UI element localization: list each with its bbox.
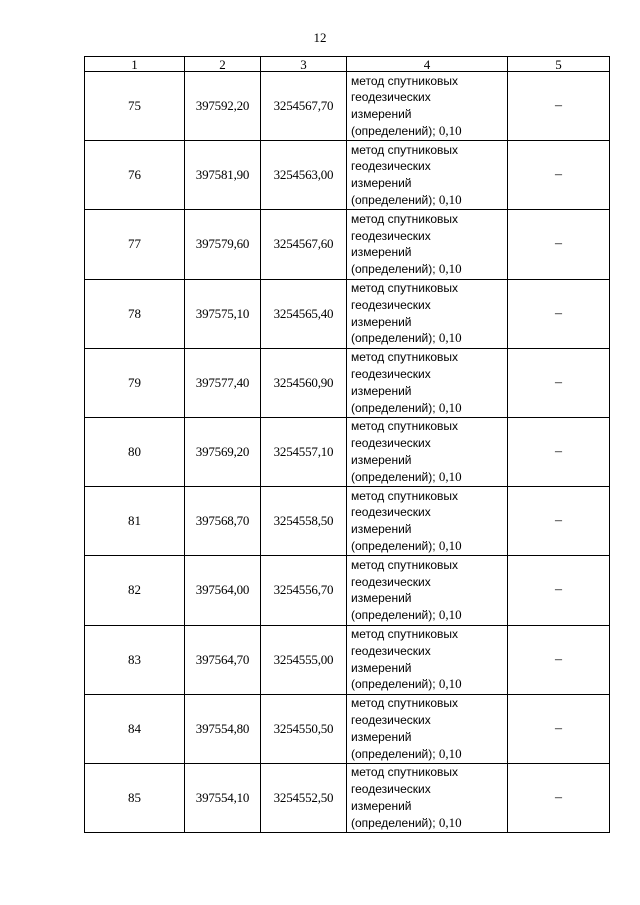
header-col-2: 2 [185, 57, 261, 72]
accuracy-value: 0,10 [438, 745, 462, 761]
table-body [85, 72, 610, 833]
method-line: геодезических [351, 712, 431, 727]
column-5-cell: – [508, 210, 610, 279]
method-line: геодезических [351, 574, 431, 589]
method-line: метод спутниковых [351, 350, 459, 365]
x-coordinate-cell: 397579,60 [185, 210, 261, 279]
method-text: (определений); [351, 469, 436, 484]
method-cell [347, 763, 508, 832]
method-line [351, 261, 507, 278]
coordinates-table [84, 56, 610, 833]
method-line: геодезических [351, 367, 431, 382]
method-line [351, 815, 507, 832]
y-coordinate-cell: 3254563,00 [261, 141, 347, 210]
method-line [351, 400, 507, 417]
x-coordinate-cell: 397569,20 [185, 417, 261, 486]
accuracy-value: 0,10 [438, 468, 462, 484]
method-line: метод спутниковых [351, 142, 459, 157]
x-coordinate-cell: 397581,90 [185, 141, 261, 210]
method-cell [347, 72, 508, 141]
x-coordinate-cell: 397554,10 [185, 763, 261, 832]
accuracy-value: 0,10 [438, 122, 462, 138]
x-coordinate-cell: 397575,10 [185, 279, 261, 348]
accuracy-value: 0,10 [438, 607, 462, 623]
column-5-cell: – [508, 348, 610, 417]
accuracy-value: 0,10 [438, 676, 462, 692]
method-cell [347, 141, 508, 210]
method-line [351, 538, 507, 555]
x-coordinate-cell: 397554,80 [185, 694, 261, 763]
table-row [85, 487, 610, 556]
method-line [351, 192, 507, 209]
x-coordinate-cell: 397564,00 [185, 556, 261, 625]
method-text: (определений); [351, 746, 436, 761]
table-row [85, 556, 610, 625]
y-coordinate-cell: 3254557,10 [261, 417, 347, 486]
method-cell [347, 625, 508, 694]
accuracy-value: 0,10 [438, 814, 462, 830]
table-row [85, 348, 610, 417]
method-line: геодезических [351, 643, 431, 658]
method-line [351, 746, 507, 763]
method-line: метод спутниковых [351, 419, 459, 434]
method-line [351, 469, 507, 486]
point-number-cell: 79 [85, 348, 185, 417]
method-cell [347, 210, 508, 279]
method-line: геодезических [351, 228, 431, 243]
method-text: (определений); [351, 331, 436, 346]
method-text: (определений); [351, 539, 436, 554]
point-number-cell: 84 [85, 694, 185, 763]
column-5-cell: – [508, 141, 610, 210]
x-coordinate-cell: 397568,70 [185, 487, 261, 556]
table-row [85, 625, 610, 694]
method-line: измерений [351, 453, 412, 468]
method-text: (определений); [351, 193, 436, 208]
table-row [85, 210, 610, 279]
method-cell [347, 279, 508, 348]
accuracy-value: 0,10 [438, 538, 462, 554]
method-text: (определений); [351, 677, 436, 692]
table-row [85, 694, 610, 763]
method-cell [347, 348, 508, 417]
table-row [85, 141, 610, 210]
method-line: геодезических [351, 782, 431, 797]
point-number-cell: 83 [85, 625, 185, 694]
column-5-cell: – [508, 279, 610, 348]
x-coordinate-cell: 397577,40 [185, 348, 261, 417]
method-line: измерений [351, 591, 412, 606]
method-line: метод спутниковых [351, 488, 459, 503]
table-row [85, 72, 610, 141]
column-5-cell: – [508, 763, 610, 832]
column-5-cell: – [508, 487, 610, 556]
point-number-cell: 80 [85, 417, 185, 486]
method-line: геодезических [351, 159, 431, 174]
point-number-cell: 82 [85, 556, 185, 625]
column-5-cell: – [508, 556, 610, 625]
method-line [351, 123, 507, 140]
table-header [85, 57, 610, 72]
method-line: геодезических [351, 505, 431, 520]
method-line: измерений [351, 660, 412, 675]
x-coordinate-cell: 397592,20 [185, 72, 261, 141]
column-5-cell: – [508, 625, 610, 694]
method-line: геодезических [351, 297, 431, 312]
method-cell [347, 556, 508, 625]
method-line: измерений [351, 383, 412, 398]
method-line: метод спутниковых [351, 73, 459, 88]
method-line: измерений [351, 798, 412, 813]
point-number-cell: 78 [85, 279, 185, 348]
method-cell [347, 417, 508, 486]
method-line: метод спутниковых [351, 765, 459, 780]
column-5-cell: – [508, 694, 610, 763]
accuracy-value: 0,10 [438, 330, 462, 346]
y-coordinate-cell: 3254555,00 [261, 625, 347, 694]
table-row [85, 417, 610, 486]
header-col-4: 4 [347, 57, 508, 72]
y-coordinate-cell: 3254550,50 [261, 694, 347, 763]
x-coordinate-cell: 397564,70 [185, 625, 261, 694]
method-line: метод спутниковых [351, 696, 459, 711]
method-text: (определений); [351, 608, 436, 623]
method-line [351, 330, 507, 347]
method-line: геодезических [351, 90, 431, 105]
y-coordinate-cell: 3254552,50 [261, 763, 347, 832]
method-line: геодезических [351, 436, 431, 451]
method-cell [347, 694, 508, 763]
y-coordinate-cell: 3254560,90 [261, 348, 347, 417]
y-coordinate-cell: 3254567,70 [261, 72, 347, 141]
header-col-3: 3 [261, 57, 347, 72]
method-line: измерений [351, 245, 412, 260]
method-line [351, 607, 507, 624]
y-coordinate-cell: 3254556,70 [261, 556, 347, 625]
method-line: метод спутниковых [351, 627, 459, 641]
point-number-cell: 77 [85, 210, 185, 279]
method-text: (определений); [351, 400, 436, 415]
point-number-cell: 85 [85, 763, 185, 832]
point-number-cell: 81 [85, 487, 185, 556]
method-line [351, 676, 507, 693]
method-text: (определений); [351, 123, 436, 138]
method-text: (определений); [351, 262, 436, 277]
table-row [85, 279, 610, 348]
accuracy-value: 0,10 [438, 399, 462, 415]
header-col-1: 1 [85, 57, 185, 72]
method-cell [347, 487, 508, 556]
method-text: (определений); [351, 815, 436, 830]
column-5-cell: – [508, 72, 610, 141]
header-col-5: 5 [508, 57, 610, 72]
page-number: 12 [313, 30, 327, 45]
method-line: измерений [351, 729, 412, 744]
method-line: метод спутниковых [351, 281, 459, 296]
point-number-cell: 75 [85, 72, 185, 141]
method-line: измерений [351, 176, 412, 191]
method-line: метод спутниковых [351, 557, 459, 572]
accuracy-value: 0,10 [438, 261, 462, 277]
method-line: метод спутниковых [351, 211, 459, 226]
method-line: измерений [351, 107, 412, 122]
column-5-cell: – [508, 417, 610, 486]
table-row [85, 763, 610, 832]
method-line: измерений [351, 522, 412, 537]
accuracy-value: 0,10 [438, 192, 462, 208]
y-coordinate-cell: 3254565,40 [261, 279, 347, 348]
point-number-cell: 76 [85, 141, 185, 210]
y-coordinate-cell: 3254558,50 [261, 487, 347, 556]
header-row [85, 57, 610, 72]
y-coordinate-cell: 3254567,60 [261, 210, 347, 279]
method-line: измерений [351, 314, 412, 329]
